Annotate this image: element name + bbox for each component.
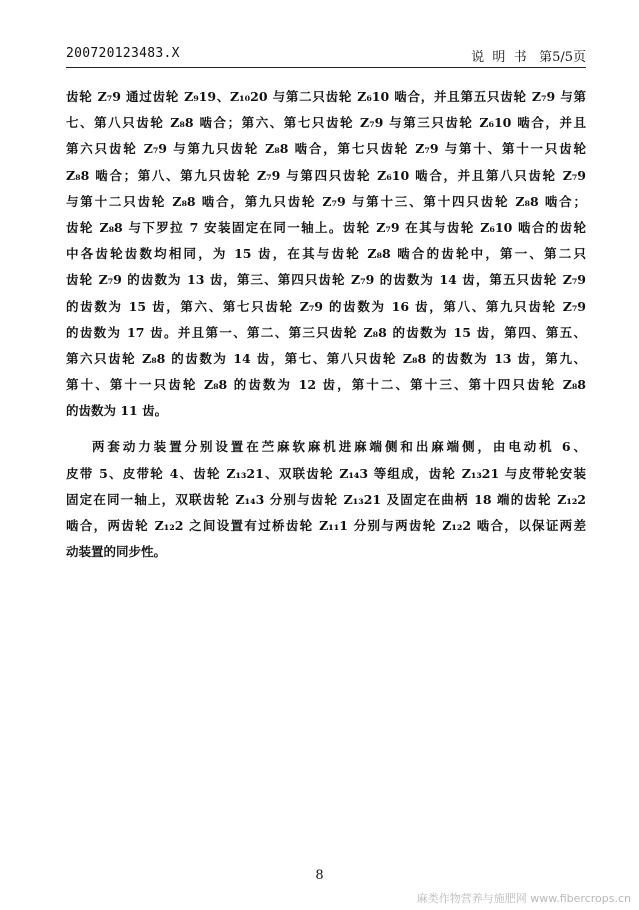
page-header — [66, 46, 586, 68]
text-line: 齿轮 Z₇9 的齿数为 13 齿，第三、第四只齿轮 Z₇9 的齿数为 14 齿，第五只齿轮 Z₇9 — [66, 272, 586, 288]
text-line: 啮合，两齿轮 Z₁₂2 之间设置有过桥齿轮 Z₁₁1 分别与两齿轮 Z₁₂2 啮合，以保证两差 — [66, 518, 586, 533]
text-line: 第六只齿轮 Z₇9 与第九只齿轮 Z₈8 啮合，第七只齿轮 Z₇9 与第十、第十一只齿轮 — [66, 141, 586, 157]
paragraph-2 — [66, 434, 586, 565]
text-line: 两套动力装置分别设置在苎麻软麻机进麻端侧和出麻端侧，由电动机 6、 — [92, 439, 586, 455]
document-number: 200720123483.X — [66, 46, 180, 61]
text-line: 第六只齿轮 Z₈8 的齿数为 14 齿，第七、第八只齿轮 Z₈8 的齿数为 13 齿，第九、 — [66, 350, 586, 366]
text-line: 七、第八只齿轮 Z₈8 啮合；第六、第七只齿轮 Z₇9 与第三只齿轮 Z₆10 啮合，并且 — [66, 115, 586, 131]
page-number: 8 — [315, 868, 324, 883]
paragraph-1 — [66, 84, 586, 424]
text-line: 固定在同一轴上，双联齿轮 Z₁₄3 分别与齿轮 Z₁₃21 及固定在曲柄 18 端的齿轮 Z₁₂2 — [66, 491, 586, 507]
text-line: 的齿数为 17 齿。并且第一、第二、第三只齿轮 Z₈8 的齿数为 15 齿，第四、第五、 — [66, 324, 586, 340]
text-line: Z₈8 啮合；第八、第九只齿轮 Z₇9 与第四只齿轮 Z₆10 啮合，并且第八只齿轮 Z₇9 — [66, 167, 586, 183]
text-line: 齿轮 Z₇9 通过齿轮 Z₉19、Z₁₀20 与第二只齿轮 Z₆10 啮合，并且第五只齿轮 Z₇9 与第 — [66, 89, 586, 104]
text-line: 动装置的同步性。 — [66, 544, 167, 560]
text-line: 的齿数为 11 齿。 — [66, 403, 168, 419]
body-text — [66, 84, 586, 565]
text-line: 的齿数为 15 齿，第六、第七只齿轮 Z₇9 的齿数为 16 齿，第八、第九只齿轮 Z₇9 — [66, 298, 586, 314]
text-line: 与第十二只齿轮 Z₈8 啮合，第九只齿轮 Z₇9 与第十三、第十四只齿轮 Z₈8 啮合； — [66, 193, 586, 209]
text-line: 齿轮 Z₈8 与下罗拉 7 安装固定在同一轴上。齿轮 Z₇9 在其与齿轮 Z₆10 啮合的齿轮 — [66, 219, 586, 235]
text-line: 中各齿轮齿数均相同，为 15 齿，在其与齿轮 Z₈8 啮合的齿轮中，第一、第二只 — [66, 246, 586, 262]
header-rule — [66, 67, 586, 68]
text-line: 皮带 5、皮带轮 4、齿轮 Z₁₃21、双联齿轮 Z₁₄3 等组成，齿轮 Z₁₃21 与皮带轮安装 — [66, 465, 586, 481]
site-watermark: 麻类作物营养与施肥网 www.fibercrops.cn — [416, 892, 631, 905]
text-line: 第十、第十一只齿轮 Z₈8 的齿数为 12 齿，第十二、第十三、第十四只齿轮 Z₈8 — [66, 377, 586, 393]
header-title-page: 说 明 书 第5/5页 — [471, 50, 586, 65]
